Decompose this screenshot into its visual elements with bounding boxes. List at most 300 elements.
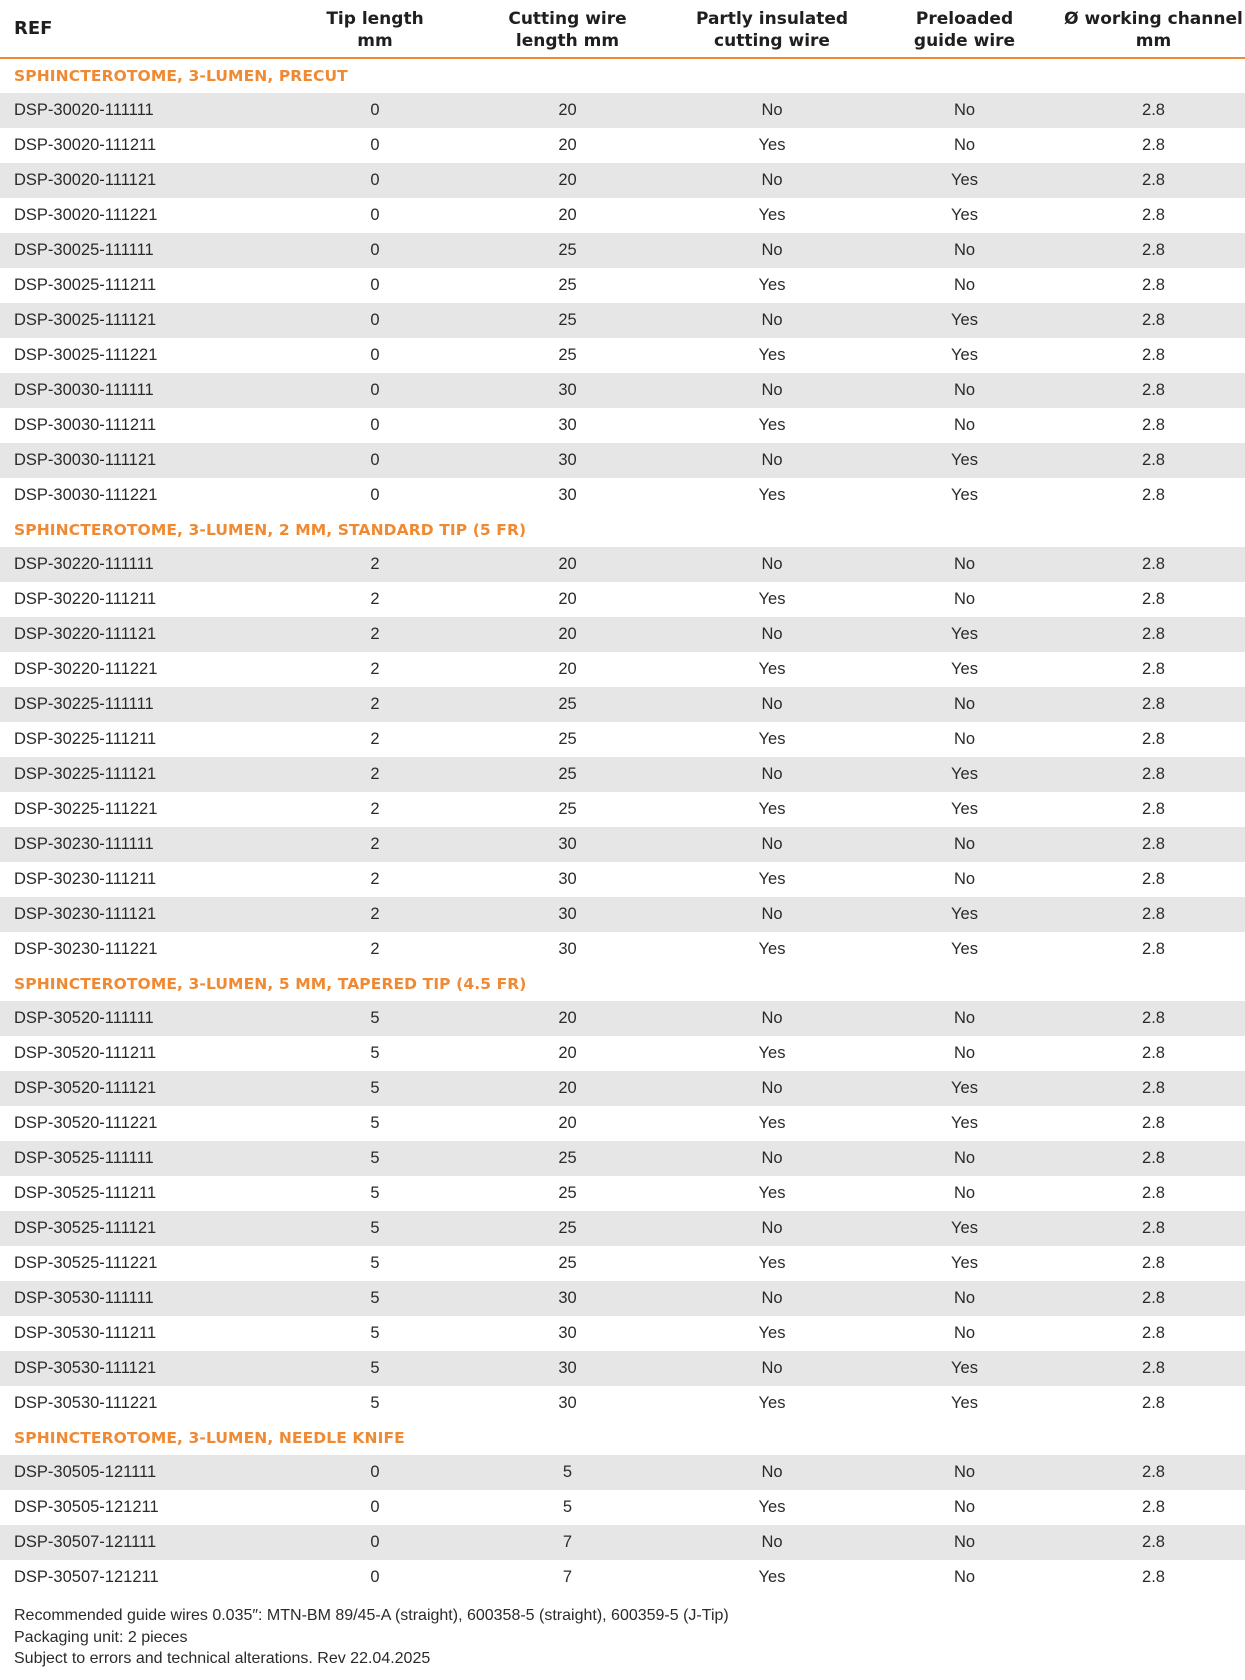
cell-preloaded-guide-wire: Yes [951,940,978,958]
table-row [0,1071,1245,1106]
cell-partly-insulated: No [677,443,867,478]
cell-working-channel: 2.8 [1142,730,1165,748]
cell-cutting-wire-length: 25 [558,1254,577,1272]
header-partly-insulated: Partly insulated cutting wire [677,0,867,58]
table-row [0,198,1245,233]
section-title: SPHINCTEROTOME, 3-LUMEN, 5 MM, TAPERED TIP (4.5 FR) [14,975,527,993]
cell-cutting-wire-length: 20 [458,617,677,652]
cell-partly-insulated: No [677,1071,867,1106]
cell-ref: DSP-30507-121111 [0,1525,292,1560]
cell-partly-insulated: Yes [758,1394,786,1412]
cell-partly-insulated: No [677,1141,867,1176]
table-row [0,1525,1245,1560]
cell-working-channel: 2.8 [1062,1351,1245,1386]
table-header [0,0,1245,58]
cell-cutting-wire-length: 20 [458,1071,677,1106]
cell-cutting-wire-length: 30 [458,1281,677,1316]
table-row [0,827,1245,862]
cell-preloaded-guide-wire: No [953,1498,976,1516]
cell-preloaded-guide-wire: No [953,276,976,294]
table-row [0,862,1245,897]
cell-preloaded-guide-wire: No [953,590,976,608]
cell-tip-length: 2 [370,800,380,818]
cell-preloaded-guide-wire: Yes [951,660,978,678]
cell-tip-length: 0 [292,1525,458,1560]
cell-partly-insulated: Yes [758,276,786,294]
cell-ref: DSP-30520-111211 [14,1044,157,1062]
section-row [0,513,1245,547]
cell-cutting-wire-length: 20 [558,590,577,608]
cell-working-channel: 2.8 [1062,1001,1245,1036]
section-title: SPHINCTEROTOME, 3-LUMEN, 2 MM, STANDARD TIP (5 FR) [14,521,527,539]
cell-ref: DSP-30020-111121 [0,163,292,198]
cell-working-channel: 2.8 [1142,940,1165,958]
table-row [0,373,1245,408]
cell-ref: DSP-30030-111111 [0,373,292,408]
cell-cutting-wire-length: 25 [558,730,577,748]
cell-partly-insulated: No [677,1211,867,1246]
cell-partly-insulated: Yes [758,870,786,888]
cell-cutting-wire-length: 25 [458,1211,677,1246]
cell-cutting-wire-length: 30 [558,416,577,434]
cell-tip-length: 5 [292,1281,458,1316]
table-row [0,757,1245,792]
header-ref: REF [0,0,292,58]
cell-cutting-wire-length: 7 [458,1525,677,1560]
table-row [0,1560,1245,1595]
table-row [0,338,1245,373]
cell-working-channel: 2.8 [1062,617,1245,652]
cell-working-channel: 2.8 [1142,136,1165,154]
cell-tip-length: 5 [370,1184,380,1202]
table-row [0,443,1245,478]
cell-tip-length: 2 [370,590,380,608]
cell-cutting-wire-length: 30 [558,940,577,958]
cell-tip-length: 2 [292,827,458,862]
table-body [0,58,1245,1595]
cell-ref: DSP-30525-111211 [14,1184,157,1202]
cell-partly-insulated: No [677,303,867,338]
cell-cutting-wire-length: 20 [458,547,677,582]
cell-partly-insulated: Yes [758,730,786,748]
cell-preloaded-guide-wire: Yes [867,1071,1062,1106]
cell-cutting-wire-length: 30 [458,443,677,478]
cell-preloaded-guide-wire: Yes [867,1211,1062,1246]
footer-disclaimer: Subject to errors and technical alterations. Rev 22.04.2025 [14,1650,431,1667]
cell-cutting-wire-length: 5 [458,1455,677,1490]
cell-tip-length: 2 [370,660,380,678]
cell-ref: DSP-30220-111121 [0,617,292,652]
table-row [0,268,1245,303]
cell-partly-insulated: Yes [758,1184,786,1202]
cell-tip-length: 2 [292,687,458,722]
cell-cutting-wire-length: 30 [458,373,677,408]
cell-ref: DSP-30520-111121 [0,1071,292,1106]
cell-tip-length: 0 [292,93,458,128]
cell-partly-insulated: No [677,547,867,582]
cell-working-channel: 2.8 [1142,1394,1165,1412]
table-row [0,1176,1245,1211]
cell-partly-insulated: No [677,1281,867,1316]
cell-preloaded-guide-wire: Yes [867,443,1062,478]
cell-cutting-wire-length: 20 [558,1044,577,1062]
cell-ref: DSP-30030-111211 [14,416,157,434]
table-row [0,932,1245,967]
table-row [0,93,1245,128]
cell-preloaded-guide-wire: No [867,93,1062,128]
cell-ref: DSP-30220-111111 [0,547,292,582]
cell-ref: DSP-30025-111111 [0,233,292,268]
cell-partly-insulated: No [677,1455,867,1490]
cell-cutting-wire-length: 5 [562,1498,573,1516]
cell-ref: DSP-30505-121111 [0,1455,292,1490]
cell-ref: DSP-30230-111211 [14,870,157,888]
cell-partly-insulated: Yes [758,486,786,504]
cell-tip-length: 5 [370,1044,380,1062]
cell-working-channel: 2.8 [1062,1455,1245,1490]
cell-tip-length: 0 [292,233,458,268]
cell-partly-insulated: Yes [758,660,786,678]
cell-working-channel: 2.8 [1062,1211,1245,1246]
cell-tip-length: 5 [370,1114,380,1132]
cell-ref: DSP-30507-121211 [14,1568,159,1586]
cell-working-channel: 2.8 [1062,93,1245,128]
cell-tip-length: 5 [292,1351,458,1386]
cell-working-channel: 2.8 [1062,757,1245,792]
cell-preloaded-guide-wire: No [953,730,976,748]
cell-cutting-wire-length: 30 [458,1351,677,1386]
cell-tip-length: 0 [370,1498,380,1516]
footer-notes [14,1605,729,1670]
cell-working-channel: 2.8 [1062,373,1245,408]
cell-preloaded-guide-wire: Yes [951,800,978,818]
cell-partly-insulated: No [677,1525,867,1560]
cell-partly-insulated: Yes [758,1254,786,1272]
cell-cutting-wire-length: 20 [558,1114,577,1132]
cell-preloaded-guide-wire: Yes [867,757,1062,792]
cell-working-channel: 2.8 [1142,590,1165,608]
cell-working-channel: 2.8 [1142,660,1165,678]
cell-partly-insulated: No [677,93,867,128]
cell-preloaded-guide-wire: Yes [951,1114,978,1132]
cell-preloaded-guide-wire: Yes [951,486,978,504]
table-row [0,1351,1245,1386]
cell-cutting-wire-length: 20 [558,660,577,678]
cell-partly-insulated: Yes [758,416,786,434]
cell-partly-insulated: No [677,827,867,862]
cell-preloaded-guide-wire: No [867,1525,1062,1560]
table-row [0,652,1245,687]
cell-working-channel: 2.8 [1062,1071,1245,1106]
cell-partly-insulated: No [677,1351,867,1386]
cell-cutting-wire-length: 25 [458,303,677,338]
cell-working-channel: 2.8 [1062,687,1245,722]
cell-cutting-wire-length: 25 [558,800,577,818]
cell-tip-length: 0 [370,276,380,294]
cell-working-channel: 2.8 [1142,1498,1165,1516]
cell-working-channel: 2.8 [1062,443,1245,478]
cell-ref: DSP-30220-111221 [14,660,158,678]
cell-preloaded-guide-wire: Yes [867,303,1062,338]
header-cutting-wire-length: Cutting wire length mm [458,0,677,58]
cell-partly-insulated: Yes [758,206,786,224]
cell-ref: DSP-30530-111211 [14,1324,157,1342]
section-title: SPHINCTEROTOME, 3-LUMEN, PRECUT [14,67,348,85]
section-row [0,1421,1245,1455]
table-row [0,687,1245,722]
footer-guide-wires: Recommended guide wires 0.035″: MTN-BM 89/45-A (straight), 600358-5 (straight), 600359-5 (J-Tip) [14,1607,729,1624]
cell-working-channel: 2.8 [1062,1525,1245,1560]
section-row [0,967,1245,1001]
table-row [0,547,1245,582]
cell-preloaded-guide-wire: Yes [867,163,1062,198]
header-preloaded-guide-wire: Preloaded guide wire [867,0,1062,58]
cell-ref: DSP-30025-111211 [14,276,157,294]
cell-ref: DSP-30030-111121 [0,443,292,478]
cell-ref: DSP-30020-111111 [0,93,292,128]
cell-preloaded-guide-wire: No [867,687,1062,722]
cell-preloaded-guide-wire: No [867,1141,1062,1176]
cell-tip-length: 2 [292,757,458,792]
cell-preloaded-guide-wire: No [867,547,1062,582]
cell-working-channel: 2.8 [1142,1044,1165,1062]
cell-preloaded-guide-wire: No [867,827,1062,862]
table-row [0,1106,1245,1141]
cell-ref: DSP-30230-111111 [0,827,292,862]
table-row [0,233,1245,268]
section-row [0,58,1245,93]
cell-preloaded-guide-wire: No [867,233,1062,268]
cell-cutting-wire-length: 25 [458,1141,677,1176]
table-row [0,1036,1245,1071]
cell-partly-insulated: No [677,897,867,932]
cell-ref: DSP-30030-111221 [14,486,158,504]
cell-working-channel: 2.8 [1142,276,1165,294]
footer-packaging-unit: Packaging unit: 2 pieces [14,1628,188,1646]
cell-partly-insulated: No [677,373,867,408]
cell-tip-length: 2 [292,617,458,652]
cell-preloaded-guide-wire: No [953,416,976,434]
cell-cutting-wire-length: 25 [458,757,677,792]
cell-partly-insulated: No [677,757,867,792]
cell-preloaded-guide-wire: No [953,1184,976,1202]
cell-cutting-wire-length: 7 [562,1568,573,1586]
cell-preloaded-guide-wire: Yes [951,1254,978,1272]
cell-cutting-wire-length: 30 [558,1324,577,1342]
cell-working-channel: 2.8 [1142,1568,1165,1586]
cell-tip-length: 0 [292,163,458,198]
cell-partly-insulated: Yes [758,1568,786,1586]
cell-working-channel: 2.8 [1142,870,1165,888]
table-row [0,1455,1245,1490]
cell-cutting-wire-length: 20 [458,93,677,128]
cell-cutting-wire-length: 30 [558,1394,577,1412]
cell-preloaded-guide-wire: Yes [951,206,978,224]
table-row [0,128,1245,163]
cell-cutting-wire-length: 25 [458,233,677,268]
cell-partly-insulated: Yes [758,940,786,958]
cell-tip-length: 5 [370,1394,380,1412]
cell-partly-insulated: Yes [758,1114,786,1132]
cell-partly-insulated: Yes [758,1044,786,1062]
cell-preloaded-guide-wire: No [867,373,1062,408]
cell-ref: DSP-30525-111221 [14,1254,158,1272]
table-row [0,1386,1245,1421]
table-row [0,1246,1245,1281]
cell-working-channel: 2.8 [1062,1141,1245,1176]
cell-partly-insulated: No [677,1001,867,1036]
cell-tip-length: 2 [370,870,380,888]
table-row [0,617,1245,652]
cell-preloaded-guide-wire: No [953,1568,976,1586]
cell-tip-length: 5 [292,1211,458,1246]
cell-preloaded-guide-wire: Yes [867,1351,1062,1386]
cell-partly-insulated: No [677,617,867,652]
table-row [0,792,1245,827]
table-row [0,163,1245,198]
cell-ref: DSP-30520-111111 [0,1001,292,1036]
cell-working-channel: 2.8 [1062,547,1245,582]
cell-tip-length: 2 [292,897,458,932]
table-row [0,408,1245,443]
cell-working-channel: 2.8 [1142,346,1165,364]
cell-ref: DSP-30025-111121 [0,303,292,338]
cell-tip-length: 0 [292,373,458,408]
cell-ref: DSP-30530-111221 [14,1394,158,1412]
cell-partly-insulated: No [677,163,867,198]
cell-tip-length: 0 [370,416,380,434]
table-row [0,1281,1245,1316]
cell-working-channel: 2.8 [1062,163,1245,198]
cell-ref: DSP-30525-111121 [0,1211,292,1246]
table-row [0,897,1245,932]
cell-cutting-wire-length: 25 [458,687,677,722]
cell-tip-length: 0 [370,1568,380,1586]
cell-cutting-wire-length: 30 [558,870,577,888]
header-tip-length: Tip length mm [292,0,458,58]
table-row [0,478,1245,513]
table-row [0,1316,1245,1351]
cell-preloaded-guide-wire: No [953,1044,976,1062]
cell-working-channel: 2.8 [1142,800,1165,818]
cell-tip-length: 0 [370,136,380,154]
cell-working-channel: 2.8 [1142,1324,1165,1342]
cell-preloaded-guide-wire: No [953,1324,976,1342]
cell-ref: DSP-30225-111211 [14,730,157,748]
cell-preloaded-guide-wire: Yes [951,346,978,364]
cell-working-channel: 2.8 [1062,827,1245,862]
cell-tip-length: 2 [370,940,380,958]
cell-partly-insulated: Yes [758,590,786,608]
cell-ref: DSP-30230-111221 [14,940,158,958]
section-title: SPHINCTEROTOME, 3-LUMEN, NEEDLE KNIFE [14,1429,405,1447]
cell-preloaded-guide-wire: No [867,1281,1062,1316]
cell-preloaded-guide-wire: Yes [867,897,1062,932]
cell-tip-length: 0 [370,346,380,364]
cell-tip-length: 5 [292,1141,458,1176]
cell-ref: DSP-30530-111121 [0,1351,292,1386]
cell-cutting-wire-length: 20 [558,136,577,154]
cell-ref: DSP-30220-111211 [14,590,157,608]
cell-working-channel: 2.8 [1062,1281,1245,1316]
cell-working-channel: 2.8 [1062,303,1245,338]
cell-partly-insulated: Yes [758,1324,786,1342]
cell-partly-insulated: Yes [758,1498,786,1516]
cell-preloaded-guide-wire: Yes [951,1394,978,1412]
header-working-channel: Ø working channel mm [1062,0,1245,58]
cell-ref: DSP-30530-111111 [0,1281,292,1316]
cell-tip-length: 0 [370,206,380,224]
cell-tip-length: 5 [370,1254,380,1272]
cell-cutting-wire-length: 25 [558,1184,577,1202]
cell-tip-length: 0 [292,303,458,338]
cell-tip-length: 2 [370,730,380,748]
cell-tip-length: 5 [370,1324,380,1342]
cell-preloaded-guide-wire: No [867,1455,1062,1490]
cell-tip-length: 0 [370,486,380,504]
cell-ref: DSP-30225-111221 [14,800,158,818]
cell-partly-insulated: No [677,687,867,722]
cell-working-channel: 2.8 [1142,486,1165,504]
table-row [0,1141,1245,1176]
cell-cutting-wire-length: 20 [558,206,577,224]
cell-working-channel: 2.8 [1062,233,1245,268]
table-row [0,582,1245,617]
cell-cutting-wire-length: 30 [458,827,677,862]
cell-ref: DSP-30025-111221 [14,346,158,364]
table-row [0,1211,1245,1246]
cell-ref: DSP-30525-111111 [0,1141,292,1176]
cell-working-channel: 2.8 [1142,206,1165,224]
cell-preloaded-guide-wire: No [953,870,976,888]
cell-ref: DSP-30230-111121 [0,897,292,932]
cell-tip-length: 5 [292,1001,458,1036]
cell-cutting-wire-length: 20 [458,1001,677,1036]
table-row [0,722,1245,757]
cell-tip-length: 0 [292,443,458,478]
table-row [0,303,1245,338]
table-row [0,1490,1245,1525]
cell-cutting-wire-length: 25 [558,276,577,294]
cell-tip-length: 2 [292,547,458,582]
cell-preloaded-guide-wire: Yes [867,617,1062,652]
cell-cutting-wire-length: 20 [458,163,677,198]
cell-cutting-wire-length: 30 [458,897,677,932]
cell-partly-insulated: Yes [758,800,786,818]
cell-ref: DSP-30225-111121 [0,757,292,792]
cell-ref: DSP-30020-111221 [14,206,158,224]
cell-preloaded-guide-wire: No [867,1001,1062,1036]
cell-working-channel: 2.8 [1142,1254,1165,1272]
cell-tip-length: 0 [292,1455,458,1490]
cell-working-channel: 2.8 [1142,416,1165,434]
header-row [0,0,1245,58]
table-row [0,1001,1245,1036]
cell-ref: DSP-30225-111111 [0,687,292,722]
cell-ref: DSP-30520-111221 [14,1114,158,1132]
cell-working-channel: 2.8 [1062,897,1245,932]
cell-preloaded-guide-wire: No [953,136,976,154]
cell-partly-insulated: Yes [758,136,786,154]
cell-cutting-wire-length: 25 [558,346,577,364]
cell-working-channel: 2.8 [1142,1114,1165,1132]
cell-partly-insulated: Yes [758,346,786,364]
cell-ref: DSP-30020-111211 [14,136,157,154]
cell-partly-insulated: No [677,233,867,268]
cell-ref: DSP-30505-121211 [14,1498,159,1516]
cell-cutting-wire-length: 30 [558,486,577,504]
cell-tip-length: 5 [292,1071,458,1106]
